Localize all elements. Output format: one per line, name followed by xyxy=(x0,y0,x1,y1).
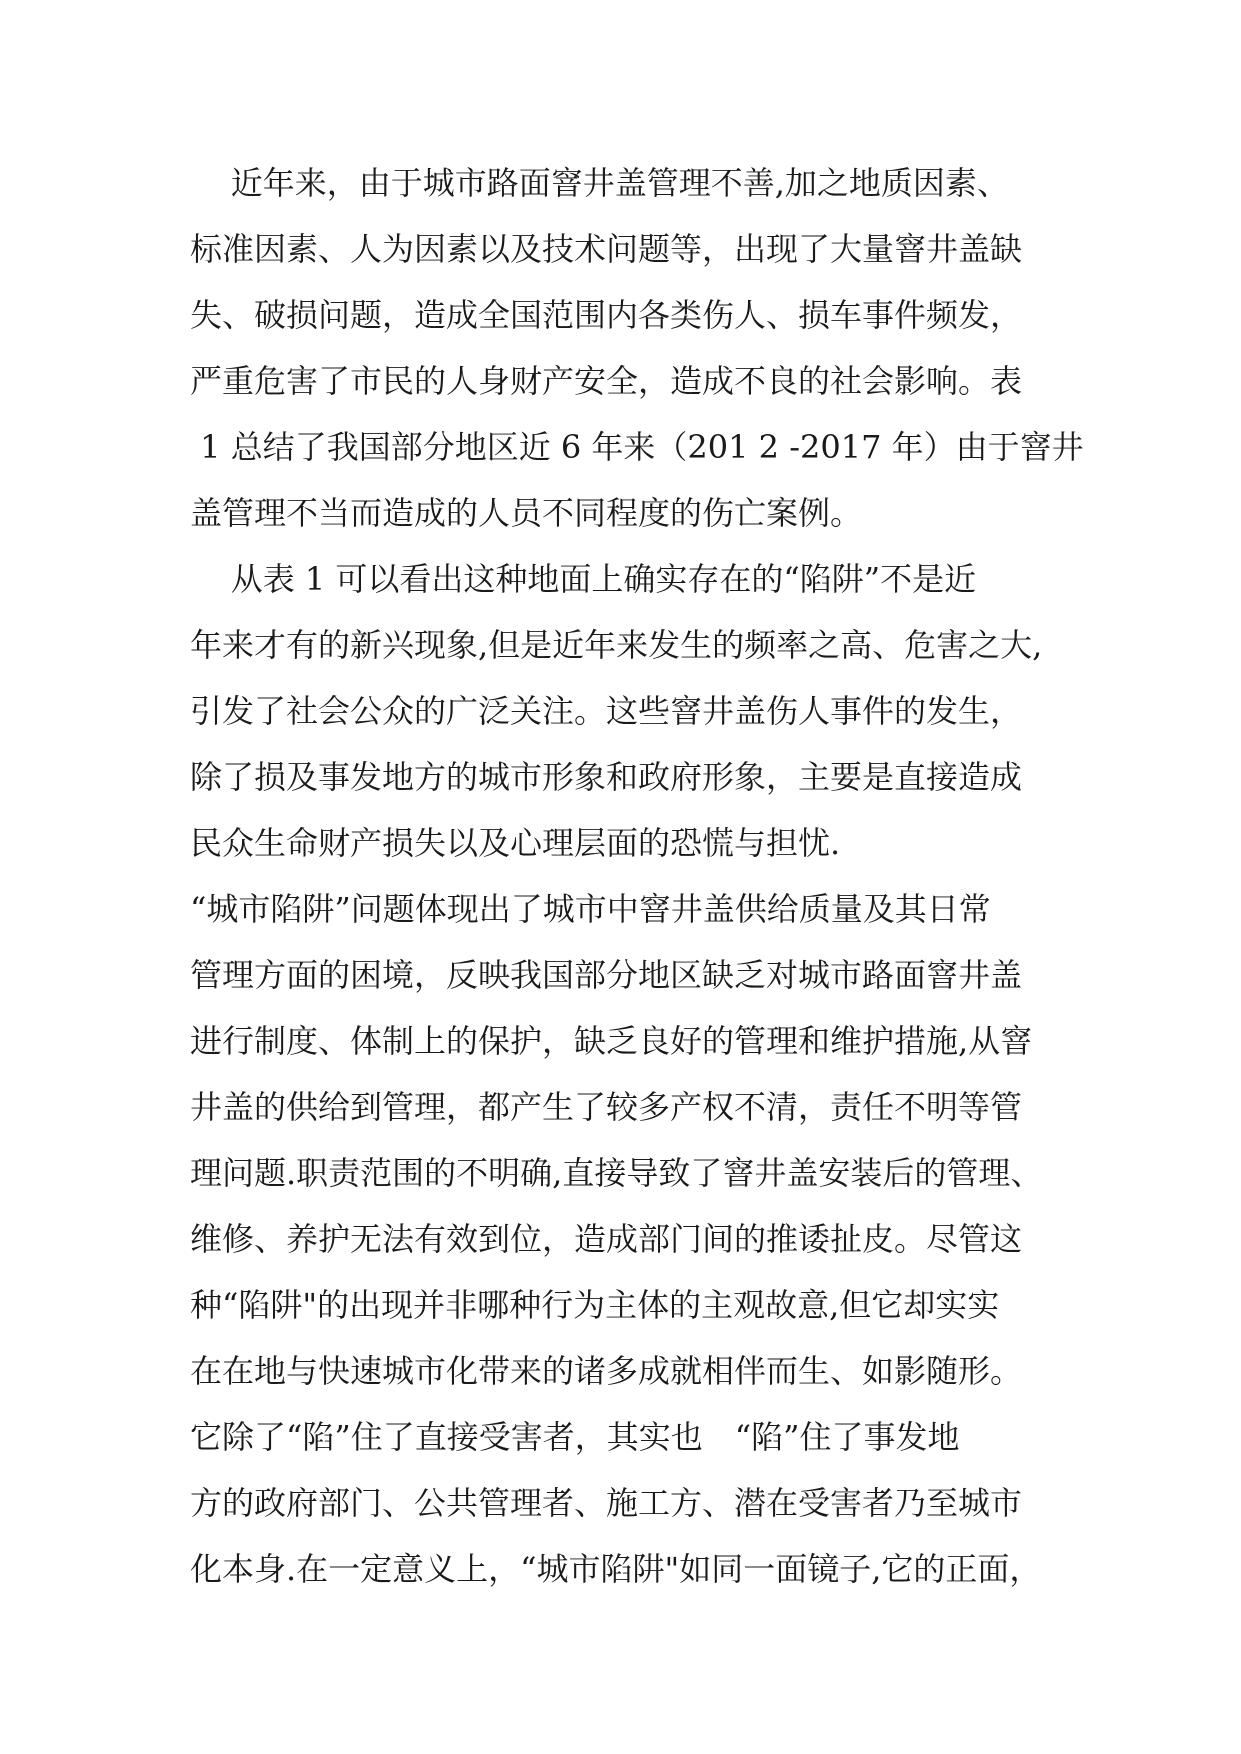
text-line: 严重危害了市民的人身财产安全，造成不良的社会影响。表 xyxy=(190,362,1023,400)
text-line: 化本身.在一定意义上，“城市陷阱"如同一面镜子,它的正面， xyxy=(190,1550,1042,1588)
text-line: 近年来，由于城市路面窨井盖管理不善,加之地质因素、 xyxy=(190,164,1009,202)
text-line: 标准因素、人为因素以及技术问题等，出现了大量窨井盖缺 xyxy=(190,230,1023,268)
text-line: 失、破损问题，造成全国范围内各类伤人、损车事件频发， xyxy=(190,296,1023,334)
text-line: 理问题.职责范围的不明确,直接导致了窨井盖安装后的管理、 xyxy=(190,1154,1043,1192)
text-line: 引发了社会公众的广泛关注。这些窨井盖伤人事件的发生， xyxy=(190,692,1023,730)
text-line: 年来才有的新兴现象,但是近年来发生的频率之高、危害之大, xyxy=(190,626,1043,664)
text-line: 井盖的供给到管理，都产生了较多产权不清，责任不明等管 xyxy=(190,1088,1023,1126)
text-line: 民众生命财产损失以及心理层面的恐慌与担忧. xyxy=(190,824,841,862)
text-line: 在在地与快速城市化带来的诸多成就相伴而生、如影随形。 xyxy=(190,1352,1023,1390)
text-line: 它除了“陷”住了直接受害者，其实也 “陷”住了事发地 xyxy=(190,1418,960,1456)
text-line: 盖管理不当而造成的人员不同程度的伤亡案例。 xyxy=(190,494,863,532)
text-line: “城市陷阱”问题体现出了城市中窨井盖供给质量及其日常 xyxy=(190,890,991,928)
body-text xyxy=(190,155,1084,1607)
text-line: 方的政府部门、公共管理者、施工方、潜在受害者乃至城市 xyxy=(190,1484,1023,1522)
text-line: 1 总结了我国部分地区近 6 年来（201 2 -2017 年）由于窨井 xyxy=(190,428,1084,466)
text-line: 除了损及事发地方的城市形象和政府形象，主要是直接造成 xyxy=(190,758,1023,796)
text-line: 维修、养护无法有效到位，造成部门间的推诿扯皮。尽管这 xyxy=(190,1220,1023,1258)
text-line: 进行制度、体制上的保护，缺乏良好的管理和维护措施,从窨 xyxy=(190,1022,1033,1060)
text-line: 管理方面的困境，反映我国部分地区缺乏对城市路面窨井盖 xyxy=(190,956,1023,994)
text-line: 种“陷阱"的出现并非哪种行为主体的主观故意,但它却实实 xyxy=(190,1286,1000,1324)
text-line: 从表 1 可以看出这种地面上确实存在的“陷阱”不是近 xyxy=(190,560,977,598)
